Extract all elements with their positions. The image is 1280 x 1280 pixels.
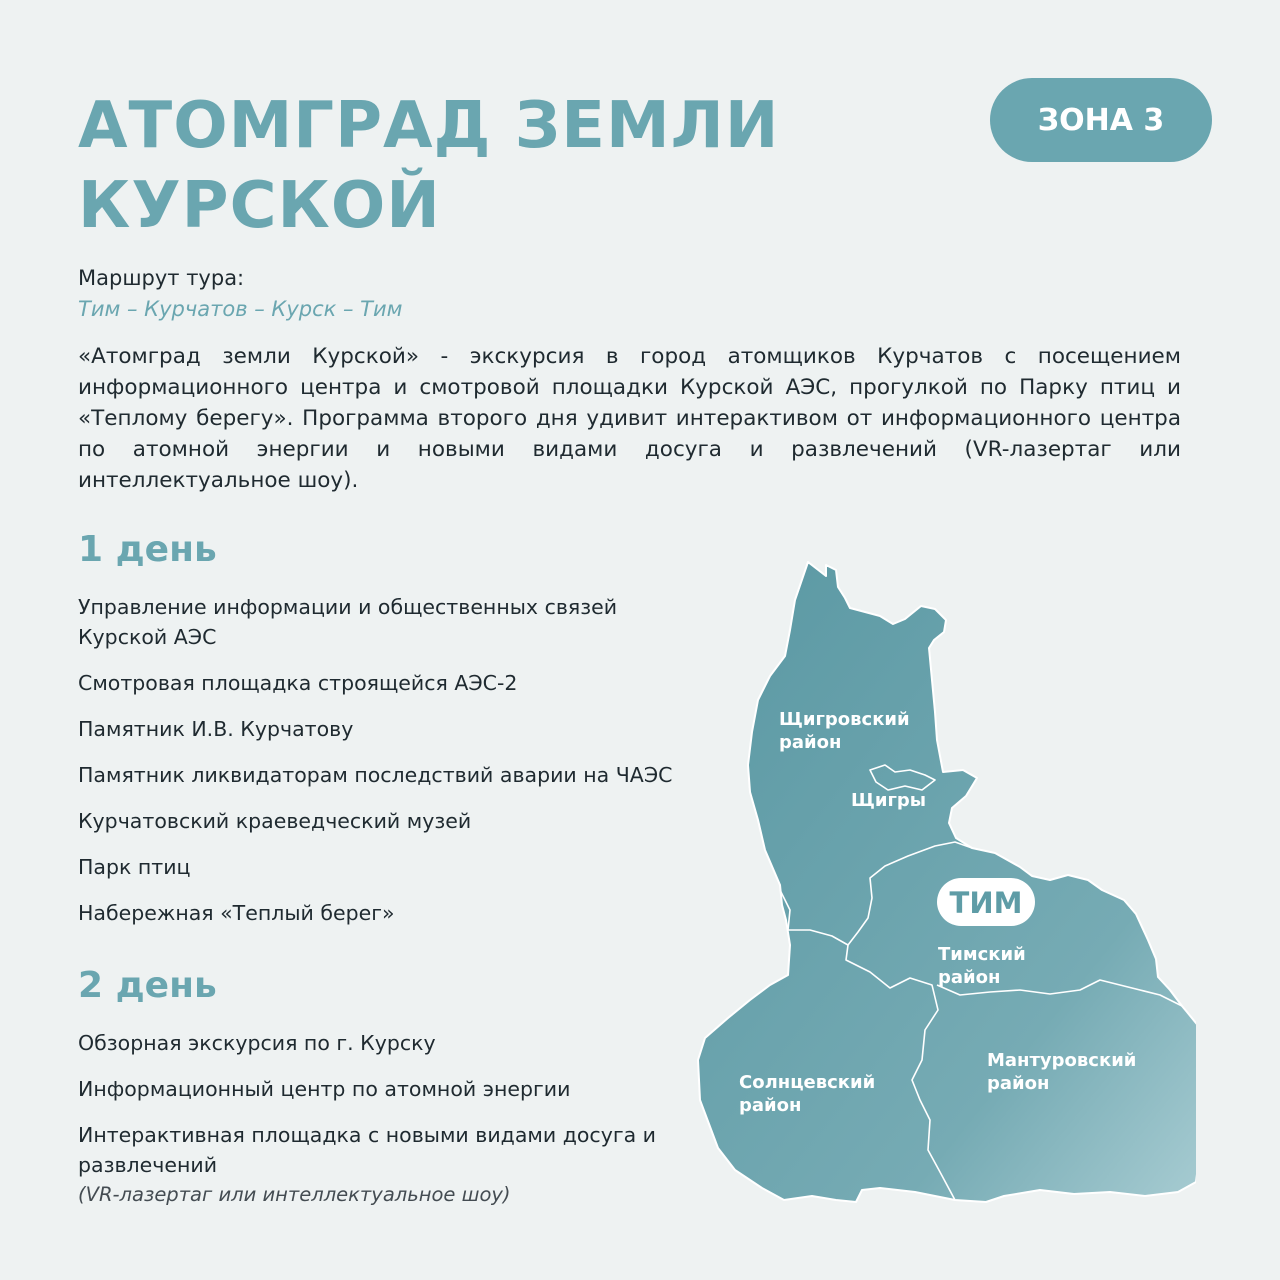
manturovo-district-label-1: Мантуровский [987,1050,1137,1071]
tim-district-label-1: Тимский [938,944,1026,965]
list-item: Курчатовский краеведческий музей [78,809,472,833]
page-title [78,86,779,246]
tim-district-label-2: район [938,967,1001,988]
list-item-note: (VR-лазертаг или интеллектуальное шоу) [78,1183,511,1206]
manturovo-district-label-2: район [987,1073,1050,1094]
list-item: Информационный центр по атомной энергии [78,1077,571,1101]
shchigry-district-label-1: Щигровский [779,709,910,730]
zone-badge: ЗОНА 3 [990,78,1212,162]
tim-city-label: ТИМ [949,886,1023,920]
list-item: Обзорная экскурсия по г. Курску [78,1031,436,1055]
list-item: Парк птиц [78,855,191,879]
title-line-2: КУРСКОЙ [78,169,441,243]
list-item: Смотровая площадка строящейся АЭС-2 [78,671,518,695]
district-map [676,552,1196,1212]
list-item: Управление информации и общественных связей Курской АЭС [78,595,618,649]
list-item: Набережная «Теплый берег» [78,901,395,925]
day-2-title: 2 день [78,965,217,1006]
route-label: Маршрут тура: [78,266,245,290]
shchigry-district-label-2: район [779,732,842,753]
day-1-title: 1 день [78,529,217,570]
day-2-list [78,1028,688,1226]
list-item-text: Интерактивная площадка с новыми видами досуга и развлечений [78,1123,657,1177]
list-item: Памятник ликвидаторам последствий аварии на ЧАЭС [78,763,673,787]
solntsevo-district-label-1: Солнцевский [739,1072,876,1093]
list-item [78,1120,688,1210]
tour-description: «Атомград земли Курской» - экскурсия в город атомщиков Курчатов с посещением информационного центра и смотровой площадки Курской АЭС, прогулкой по Парку птиц и «Теплому берегу». Программа второго дня удивит интерактивом от информационного центра по атомной энергии и новыми видами досуга и развлечений (VR-лазертаг или интеллектуальное шоу). [78,344,1181,493]
route-value: Тим – Курчатов – Курск – Тим [78,297,403,321]
list-item: Памятник И.В. Курчатову [78,717,354,741]
shchigry-city-label: Щигры [851,790,927,811]
solntsevo-district-label-2: район [739,1095,802,1116]
title-line-1: АТОМГРАД ЗЕМЛИ [78,89,780,163]
day-1-list [78,592,688,944]
